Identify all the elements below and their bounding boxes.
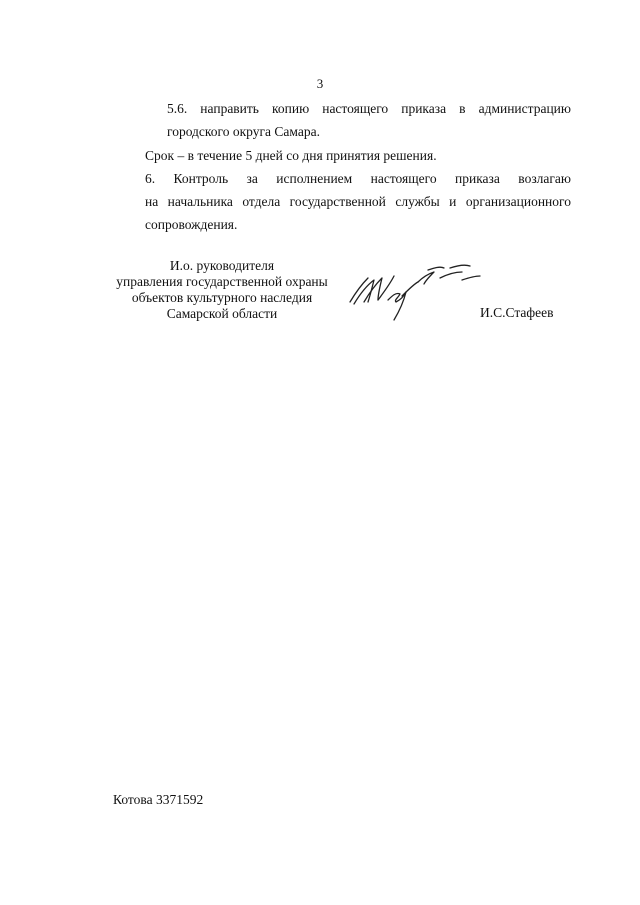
paragraph-send-copy: [113, 97, 571, 143]
paragraph-deadline: [113, 144, 571, 167]
signatory-title-line: И.о. руководителя: [169, 258, 275, 273]
handwritten-signature: [344, 262, 484, 324]
signatory-title-line: управления государственной охраны: [116, 274, 328, 289]
paragraph-line: 5.6. направить копию настоящего приказа в администрацию: [167, 101, 571, 116]
paragraph-line: городского округа Самара.: [167, 124, 320, 139]
signatory-title: [108, 258, 336, 322]
paragraph-line: на начальника отдела государственной службы и организационного: [145, 194, 571, 209]
paragraph-control: [113, 167, 571, 236]
paragraph-line: Срок – в течение 5 дней со дня принятия решения.: [145, 148, 437, 163]
page-number: 3: [316, 76, 324, 91]
executor-note: Котова 3371592: [113, 792, 204, 807]
signer-name: И.С.Стафеев: [480, 305, 554, 320]
signatory-title-line: Самарской области: [166, 306, 278, 321]
paragraph-line: сопровождения.: [145, 217, 238, 232]
signatory-title-line: объектов культурного наследия: [131, 290, 313, 305]
paragraph-line: 6. Контроль за исполнением настоящего приказа возлагаю: [145, 171, 571, 186]
